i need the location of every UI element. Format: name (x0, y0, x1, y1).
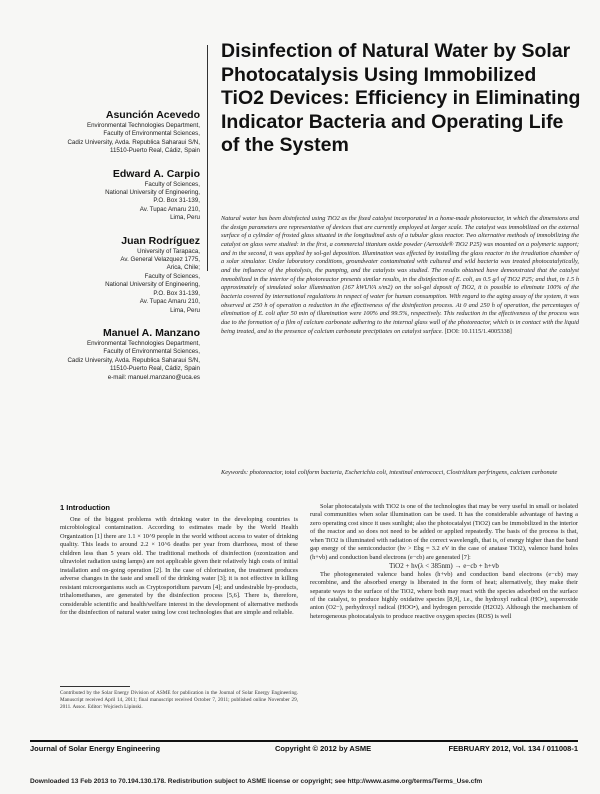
author-name: Manuel A. Manzano (102, 326, 200, 339)
column-left (60, 516, 298, 617)
author-affiliation-line: P.O. Box 31-139, (153, 289, 200, 297)
abstract (221, 215, 579, 336)
author-affiliation-line: Faculty of Environmental Sciences, (103, 348, 200, 356)
paper-title: Disinfection of Natural Water by Solar Photocatalysis Using Immobilized TiO2 Devices: Efficiency in Eliminating Indicator Bacteria and Operating Life of the System (221, 40, 581, 156)
title-divider (207, 45, 208, 271)
author-affiliation-line: Av. Tupac Amaru 210, (139, 205, 200, 213)
author-affiliation-line: National University of Engineering, (105, 189, 200, 197)
footnote-rule (60, 686, 130, 687)
download-notice: Downloaded 13 Feb 2013 to 70.194.130.178. Redistribution subject to ASME license or copyright; see http://www.asme.org/terms/Terms_Use.cfm (30, 778, 483, 785)
author-affiliation-line: 11510-Puerto Real, Cádiz, Spain (109, 147, 200, 155)
author-affiliation-line: Av. General Velazquez 1775, (120, 256, 200, 264)
body-paragraph: Solar photocatalysis with TiO2 is one of the technologies that may be very useful in small or isolated rural communities when solar illumination can be used. It has the considerable advantage of having a zero operating cost since it uses sunlight; also the photocatalyst (TiO2) can be immobilized in the interior of the reactor and so does not need to be added or applied repeatedly. The basis of the process is that, when TiO2 is illuminated with radiation of the correct wavelength, that is, of energy higher than the band gap energy of the semiconductor (hν > Ebg = 3.2 eV in the case of anatase TiO2), valence band holes (h+vb) and conduction band electrons (e−cb) are generated [7]: (310, 503, 578, 561)
intro-paragraph: One of the biggest problems with drinking water in the developing countries is microbiological contamination. According to estimates made by the World Health Organization [1] there are 1.1 × 10^9 people in the world without access to water of drinking quality. This leads to around 2.2 × 10^6 deaths per year from diarrhoea, most of these children less than 5 years old. The traditional methods of disinfection (ozonization and ultraviolet radiation using lamps) are not applicable given their relatively high costs of initial installation and on-going operation [2]. In the case of chlorination, the treatment produces adverse changes in the taste and smell of the drinking water [3]; it is not effective in killing resistant microorganisms such as Cryptosporidium parvum [4]; and undesirable by-products, trihalomethanes, are generated by the disinfection process [5,6]. There is, therefore, considerable scientific and health/welfare interest in the development of alternative methods for the disinfection of natural water using low cost technologies that are simple and reliable. (60, 516, 298, 616)
author-block (30, 234, 200, 315)
issue-info: FEBRUARY 2012, Vol. 134 / 011008-1 (448, 744, 578, 753)
author-affiliation-line: Av. Tupac Amaru 210, (139, 298, 200, 306)
equation: TiO2 + hν(λ < 385nm) → e−cb + h+vb (389, 562, 499, 571)
author-affiliation-line: Faculty of Environmental Sciences, (103, 130, 200, 138)
author-block (30, 167, 200, 223)
author-affiliation-line: Environmental Technologies Department, (86, 122, 200, 129)
author-affiliation-line[interactable]: e-mail: manuel.manzano@uca.es (107, 373, 200, 381)
author-affiliation-line: National University of Engineering, (105, 281, 200, 289)
author-affiliation-line: Lima, Peru (170, 214, 200, 222)
author-name: Juan Rodríguez (121, 234, 200, 247)
copyright: Copyright © 2012 by ASME (275, 744, 372, 753)
author-affiliation-line: Faculty of Sciences, (144, 180, 200, 188)
author-affiliation-line: University of Tarapaca, (137, 247, 200, 255)
doi[interactable]: [DOI: 10.1115/1.4005338] (444, 327, 512, 335)
author-affiliation-line: P.O. Box 31-139, (153, 197, 200, 205)
author-affiliation-line: Cadiz University, Avda. Republica Saharaui S/N, (67, 356, 200, 364)
body-paragraph: The photogenerated valence band holes (h+vb) and conduction band electrons (e−cb) may recombine, and the absorbed energy is liberated in the form of heat; alternatively, they make their separate ways to the surface of the TiO2, where both may react with the species adsorbed on the surface of the catalyst, to produce highly oxidative species [8,9], i.e., the hydroxyl radical (HO•), superoxide anion (O2−), perhydroxyl radical (HOO•), and hydrogen peroxide (H2O2). Although the mechanism of heterogeneous photocatalysis to produce reactive oxygen species (ROS) is well (310, 570, 578, 620)
journal-name: Journal of Solar Energy Engineering (30, 744, 161, 753)
footer-rule (30, 740, 578, 742)
author-name: Edward A. Carpio (112, 167, 200, 180)
section-heading: 1 Introduction (60, 503, 110, 512)
footnote: Contributed by the Solar Energy Division of ASME for publication in the Journal of Solar Energy Engineering. Manuscript received April 14, 2011; final manuscript received October 7, 2011; published online November 29, 2011. Assoc. Editor: Wojciech Lipinski. (60, 690, 298, 710)
author-affiliation-line: Lima, Peru (170, 306, 200, 314)
author-name: Asunción Acevedo (105, 109, 200, 121)
author-affiliation-line: Faculty of Sciences, (144, 272, 200, 280)
author-list (30, 108, 200, 393)
author-affiliation-line: Arica, Chile; (166, 264, 200, 272)
author-affiliation-line: Cadiz University, Avda. Republica Saharaui S/N, (67, 138, 200, 146)
abstract-text: Natural water has been disinfected using TiO2 as the fixed catalyst incorporated in a home-made photoreactor, in which the dimensions and the design parameters are representative of devices that are currently employed at larger scale. The catalyst was immobilized on the external surface of a cylinder of frosted glass situated in the longitudinal axis of a tubular glass reactor. Two alternative methods of immobilizing the catalyst on glass were studied: in the first, a commercial titanium oxide powder (Aeroxide® TiO2 P25) was mounted on a polymeric support; and in the second, it was applied by sol-gel deposition. Illumination was effected by installing the glass reactor in the irradiation chamber of a solar simulator. Under laboratory conditions, groundwater contaminated with cultured and wild bacteria was treated photocatalytically, and the influence of the photolysis, the pumping, and the catalysts was studied. The results obtained have demonstrated that the catalyst immobilized in the interior of the photoreactor presents similar results, in the disinfection of E. coli, as 0.5 g/l of TiO2 P25; and that, in 1.5 h approximately of simulated solar illumination (167 kWUVA s/m2) on the sol-gel deposit of TiO2, it is possible to eliminate 100% of the bacteria covered by international regulations in respect of water for human consumption. With regard to the aging assay of the system, it was observed at 250 h of operation a reduction in the effectiveness of the disinfection process. At 0 and 250 h of operation, the percentages of elimination of E. coli after 50 min of illumination were 100% and 99.5%, respectively. This reduction in the effectiveness of the process was due to the formation of a film of calcium carbonate adhering to the internal glass wall of the photoreactor, which is in contact with the liquid being treated, and to the presence of calcium carbonate precipitates on catalyst surface. (221, 215, 579, 335)
author-block (30, 108, 200, 156)
column-right (310, 503, 578, 621)
author-block (30, 326, 200, 382)
keywords: Keywords: photoreactor, total coliform bacteria, Escherichia coli, intestinal enterococci, Clostridium perfringens, calcium carbonate (221, 469, 558, 476)
author-affiliation-line: 11510-Puerto Real, Cádiz, Spain (109, 365, 200, 373)
author-affiliation-line: Environmental Technologies Department, (86, 339, 200, 347)
